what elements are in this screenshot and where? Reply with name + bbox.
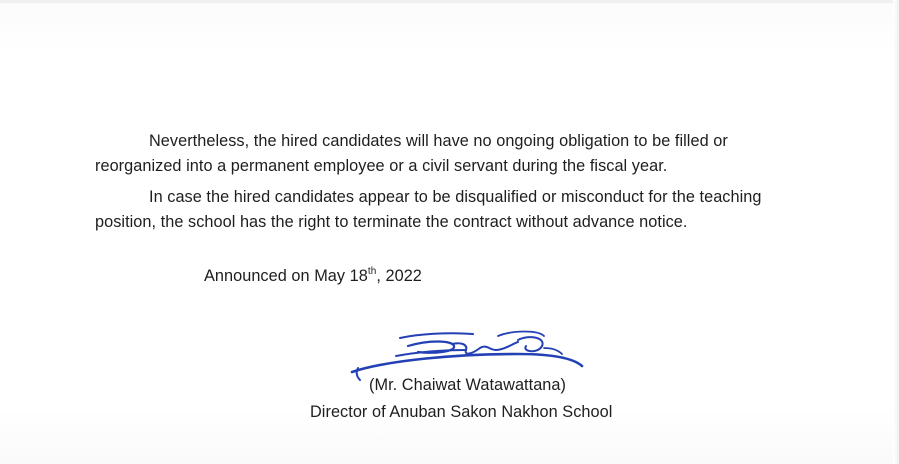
announcement-date <box>204 266 422 289</box>
announcement-prefix: Announced on May 18 <box>204 267 368 285</box>
announcement-year: , 2022 <box>376 267 422 285</box>
signer-title: Director of Anuban Sakon Nakhon School <box>310 403 613 421</box>
paragraph-1-line-1: Nevertheless, the hired candidates will have no ongoing obligation to be filled or <box>149 132 728 150</box>
scan-right-edge <box>893 0 899 464</box>
paragraph-2-line-2: position, the school has the right to terminate the contract without advance notice. <box>95 213 688 231</box>
paragraph-2-line-1: In case the hired candidates appear to be disqualified or misconduct for the teaching <box>149 188 762 206</box>
paragraph-1-line-2: reorganized into a permanent employee or a civil servant during the fiscal year. <box>95 157 668 175</box>
announcement-ordinal-suffix: th <box>367 266 377 277</box>
signer-name: (Mr. Chaiwat Watawattana) <box>369 376 566 394</box>
scan-top-edge <box>0 0 899 3</box>
